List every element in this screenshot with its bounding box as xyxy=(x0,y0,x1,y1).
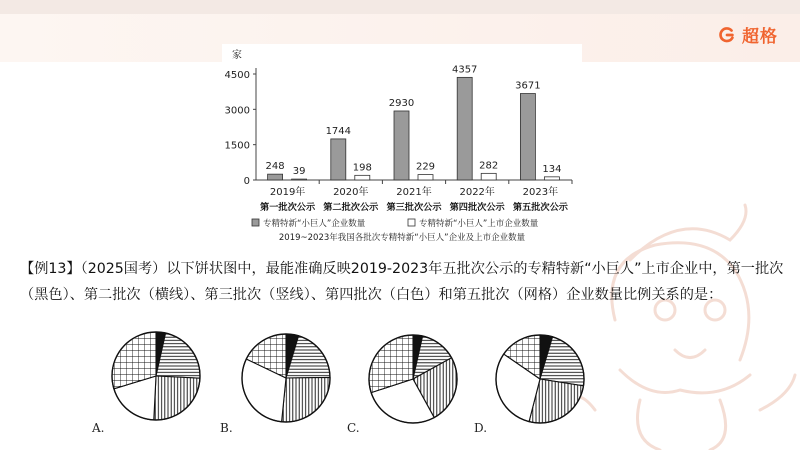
bar-value-label: 4357 xyxy=(451,64,478,76)
bar-value-label: 134 xyxy=(542,163,562,175)
bar-listed xyxy=(481,173,496,180)
brand-name: 超格 xyxy=(742,27,778,47)
x-year-label: 2023年 xyxy=(522,187,559,198)
bar-value-label: 282 xyxy=(479,160,499,172)
bar-value-label: 1744 xyxy=(325,125,352,137)
bar-listed xyxy=(544,177,559,180)
x-batch-label: 第三批次公示 xyxy=(386,202,442,213)
bar-enterprise xyxy=(394,111,409,180)
y-tick-label: 3000 xyxy=(224,105,250,117)
bar-enterprise xyxy=(520,94,535,180)
brand-logo xyxy=(718,22,778,47)
bar-value-label: 39 xyxy=(292,166,306,178)
y-tick-label: 4500 xyxy=(224,70,250,81)
x-batch-label: 第一批次公示 xyxy=(260,202,316,213)
x-year-label: 2020年 xyxy=(333,187,369,198)
legend-swatch-enterprise xyxy=(252,219,259,226)
option-label: C. xyxy=(347,421,360,435)
y-tick-label: 0 xyxy=(243,176,250,187)
option-label: D. xyxy=(474,421,488,435)
pie-slice-vlines xyxy=(154,376,200,420)
bar-enterprise xyxy=(268,174,283,180)
option-label: B. xyxy=(220,421,233,435)
bar-enterprise xyxy=(457,77,472,180)
bar-value-label: 198 xyxy=(352,162,372,174)
x-batch-label: 第五批次公示 xyxy=(512,202,568,213)
x-year-label: 2019年 xyxy=(269,187,306,198)
x-batch-label: 第二批次公示 xyxy=(323,202,379,213)
bar-value-label: 3671 xyxy=(515,80,541,92)
x-batch-label: 第四批次公示 xyxy=(449,202,505,213)
y-unit-label: 家 xyxy=(232,50,242,61)
bar-enterprise xyxy=(331,139,346,180)
brand-c-icon xyxy=(718,26,736,44)
pie-slice-vlines xyxy=(282,377,330,422)
x-year-label: 2022年 xyxy=(459,187,495,198)
question-text: 【例13】（2025国考）以下饼状图中，最能准确反映2019-2023年五批次公示的专精特新“小巨人”上市企业中，第一批次（黑色）、第二批次（横线）、第三批次（竖线）、第四批次（白色）和第五批次（网格）企业数量比例关系的是： xyxy=(20,261,784,303)
chart-caption: 2019~2023年我国各批次专精特新“小巨人”企业及上市企业数量 xyxy=(278,233,526,243)
option-label: A. xyxy=(92,421,105,435)
bar-listed xyxy=(292,179,307,180)
x-year-label: 2021年 xyxy=(396,187,432,198)
bar-listed xyxy=(355,175,370,180)
bar-value-label: 2930 xyxy=(388,97,415,109)
bar-value-label: 229 xyxy=(415,161,436,173)
bar-listed xyxy=(418,175,433,180)
bar-value-label: 248 xyxy=(265,161,285,173)
bar-chart-svg xyxy=(222,44,582,250)
bar-chart xyxy=(222,44,582,250)
top-shade xyxy=(0,0,800,14)
legend-swatch-listed xyxy=(408,219,415,226)
pie-options xyxy=(0,326,800,450)
legend-label-enterprise: 专精特新“小巨人”企业数量 xyxy=(263,219,366,229)
legend-label-listed: 专精特新“小巨人”上市企业数量 xyxy=(419,219,539,229)
y-tick-label: 1500 xyxy=(224,140,250,152)
